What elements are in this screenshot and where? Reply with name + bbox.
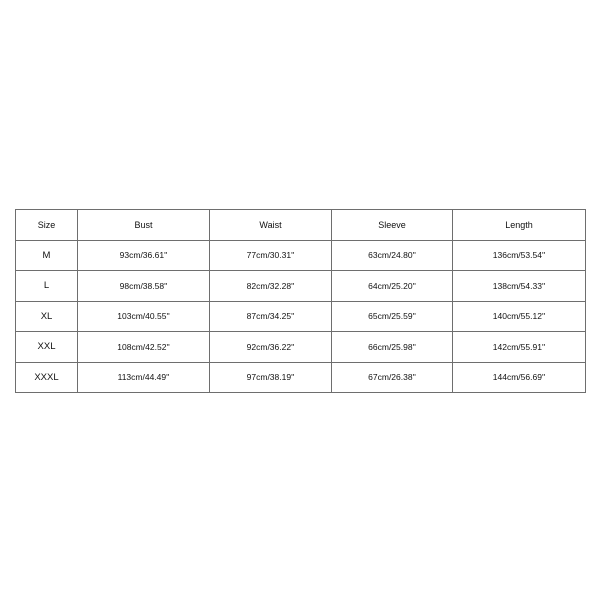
size-cell: XXL — [16, 332, 78, 363]
size-cell: XXXL — [16, 362, 78, 393]
table-row — [16, 271, 586, 302]
table-row — [16, 332, 586, 363]
waist-cell: 87cm/34.25'' — [210, 301, 332, 332]
table-row — [16, 301, 586, 332]
sleeve-cell: 65cm/25.59'' — [332, 301, 453, 332]
size-cell: XL — [16, 301, 78, 332]
bust-cell: 98cm/38.58'' — [78, 271, 210, 302]
table-row — [16, 362, 586, 393]
sleeve-cell: 64cm/25.20'' — [332, 271, 453, 302]
header-sleeve: Sleeve — [332, 210, 453, 241]
length-cell: 142cm/55.91'' — [453, 332, 586, 363]
size-cell: M — [16, 240, 78, 271]
size-cell: L — [16, 271, 78, 302]
bust-cell: 103cm/40.55'' — [78, 301, 210, 332]
header-waist: Waist — [210, 210, 332, 241]
header-length: Length — [453, 210, 586, 241]
bust-cell: 113cm/44.49'' — [78, 362, 210, 393]
bust-cell: 93cm/36.61'' — [78, 240, 210, 271]
size-chart-table — [15, 209, 586, 393]
length-cell: 140cm/55.12'' — [453, 301, 586, 332]
length-cell: 138cm/54.33'' — [453, 271, 586, 302]
waist-cell: 82cm/32.28'' — [210, 271, 332, 302]
table-row — [16, 240, 586, 271]
waist-cell: 97cm/38.19'' — [210, 362, 332, 393]
waist-cell: 92cm/36.22'' — [210, 332, 332, 363]
sleeve-cell: 67cm/26.38'' — [332, 362, 453, 393]
sleeve-cell: 66cm/25.98'' — [332, 332, 453, 363]
sleeve-cell: 63cm/24.80'' — [332, 240, 453, 271]
length-cell: 144cm/56.69'' — [453, 362, 586, 393]
bust-cell: 108cm/42.52'' — [78, 332, 210, 363]
length-cell: 136cm/53.54'' — [453, 240, 586, 271]
header-size: Size — [16, 210, 78, 241]
table-header-row — [16, 210, 586, 241]
header-bust: Bust — [78, 210, 210, 241]
waist-cell: 77cm/30.31'' — [210, 240, 332, 271]
